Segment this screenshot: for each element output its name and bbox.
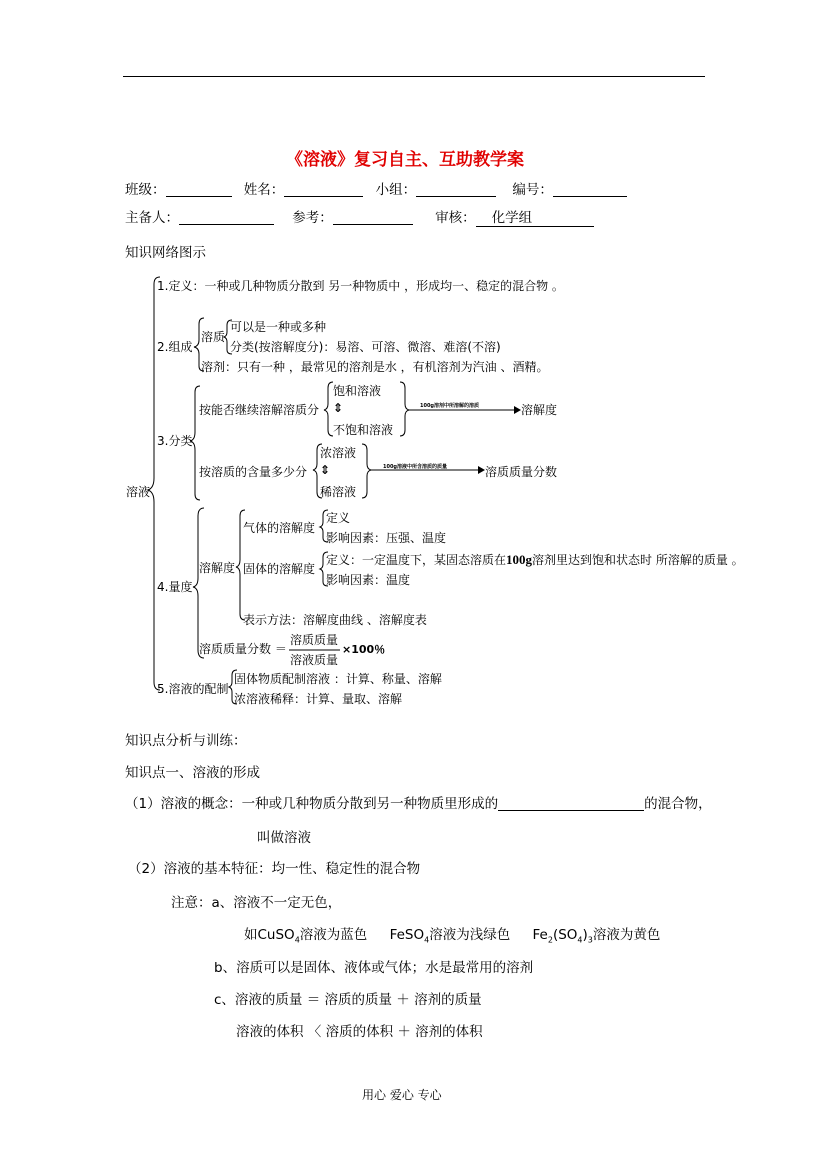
node-dilute: 稀溶液 [320,485,357,499]
analysis-heading: 知识点分析与训练： [125,733,247,749]
network-braces [0,270,827,990]
node-solubility: 溶解度 [199,561,236,575]
group-blank[interactable] [416,182,496,197]
node-solid-solubility: 固体的溶解度 [243,562,316,576]
number-blank[interactable] [553,182,627,197]
node-fraction-result: 溶质质量分数 [485,465,558,479]
note-b: b、溶质可以是固体、液体或气体；水是最常用的溶剂 [214,960,534,976]
header-rule [123,76,705,77]
footer-text: 用心 爱心 专心 [362,1088,442,1102]
arrow-label-solubility: 100g溶剂中所溶解的溶质 [420,403,480,409]
info-row-2 [125,206,594,227]
fraction-times: ×100％ [342,643,386,656]
node-solid-factor: 影响因素：温度 [326,573,411,587]
fraction-numerator: 溶质质量 [290,633,339,647]
name-label: 姓名： [243,182,285,198]
group-label: 小组： [375,182,417,198]
node-concentrated: 浓溶液 [320,446,357,460]
answer-blank[interactable] [498,796,644,811]
node-solute: 溶质 [201,330,226,344]
node-gas-def: 定义 [326,511,351,525]
preparer-blank[interactable] [179,210,274,225]
note-c: c、溶液的质量 ＝ 溶质的质量 ＋ 溶剂的质量 [214,992,482,1008]
node-gas-solubility: 气体的溶解度 [243,521,316,535]
node-measure: 4.量度 [157,580,193,594]
node-solid-def: 定义：一定温度下，某固态溶质在100g溶剂里达到饱和状态时 所溶解的质量 。 [326,552,744,567]
node-classification: 3.分类 [157,434,193,448]
double-arrow-icon: ⇕ [320,463,331,477]
question-1-cont: 叫做溶液 [257,830,311,846]
preparer-label: 主备人： [125,210,179,226]
class-blank[interactable] [166,182,232,197]
info-row-1 [125,178,627,198]
reviewer-value: 化学组 [476,206,594,227]
point1-heading: 知识点一、溶液的形成 [125,765,260,781]
node-by-dissolve: 按能否继续溶解溶质分 [199,403,320,417]
number-label: 编号： [512,182,553,198]
node-root: 溶液 [126,485,151,499]
node-prep-dilute: 浓溶液稀释：计算、量取、溶解 [234,692,403,706]
node-by-content: 按溶质的含量多少分 [199,465,308,479]
note-d: 溶液的体积 〈 溶质的体积 ＋ 溶剂的体积 [236,1024,483,1040]
node-unsaturated: 不饱和溶液 [333,423,394,437]
node-definition: 1.定义：一种或几种物质分散到 另一种物质中 ，形成均一、稳定的混合物 。 [157,279,564,293]
node-solute-class: 分类(按溶解度分)：易溶、可溶、微溶、难溶(不溶) [230,340,501,354]
node-saturated: 饱和溶液 [333,384,382,398]
node-prep-solid: 固体物质配制溶液 ：计算、称量、溶解 [234,672,442,686]
page-title: 《溶液》复习自主、互助教学案 [286,150,524,170]
class-label: 班级： [125,182,166,198]
question-1: （1）溶液的概念：一种或几种物质分散到另一种物质里形成的 的混合物， [125,796,712,812]
question-2: （2）溶液的基本特征：均一性、稳定性的混合物 [128,861,421,877]
node-representation: 表示方法：溶解度曲线 、溶解度表 [243,613,427,627]
node-fraction-label: 溶质质量分数 ＝ [199,642,287,656]
node-gas-factor: 影响因素：压强、温度 [326,531,447,545]
node-prep: 5.溶液的配制 [157,682,229,696]
double-arrow-icon: ⇕ [333,401,344,415]
fraction-denominator: 溶液质量 [290,653,339,667]
name-blank[interactable] [284,182,363,197]
reference-blank[interactable] [333,210,413,225]
arrow-label-fraction: 100g溶液中所含溶质的质量 [383,464,448,470]
reference-label: 参考： [292,210,333,226]
node-solubility-result: 溶解度 [521,403,558,417]
node-composition: 2.组成 [157,340,193,354]
note-examples: 如CuSO$_4$溶液为蓝色 FeSO$_4$溶液为浅绿色 $Fe_2(SO_4)_3$溶液为黄色 [244,927,661,945]
reviewer-label: 审核： [435,210,476,226]
network-heading: 知识网络图示 [125,245,206,261]
node-solvent: 溶剂：只有一种 ，最常见的溶剂是水 ，有机溶剂为汽油 、酒精。 [201,360,549,374]
note-a: 注意：a、溶液不一定无色， [171,895,342,911]
node-solute-amount: 可以是一种或多种 [230,320,327,334]
